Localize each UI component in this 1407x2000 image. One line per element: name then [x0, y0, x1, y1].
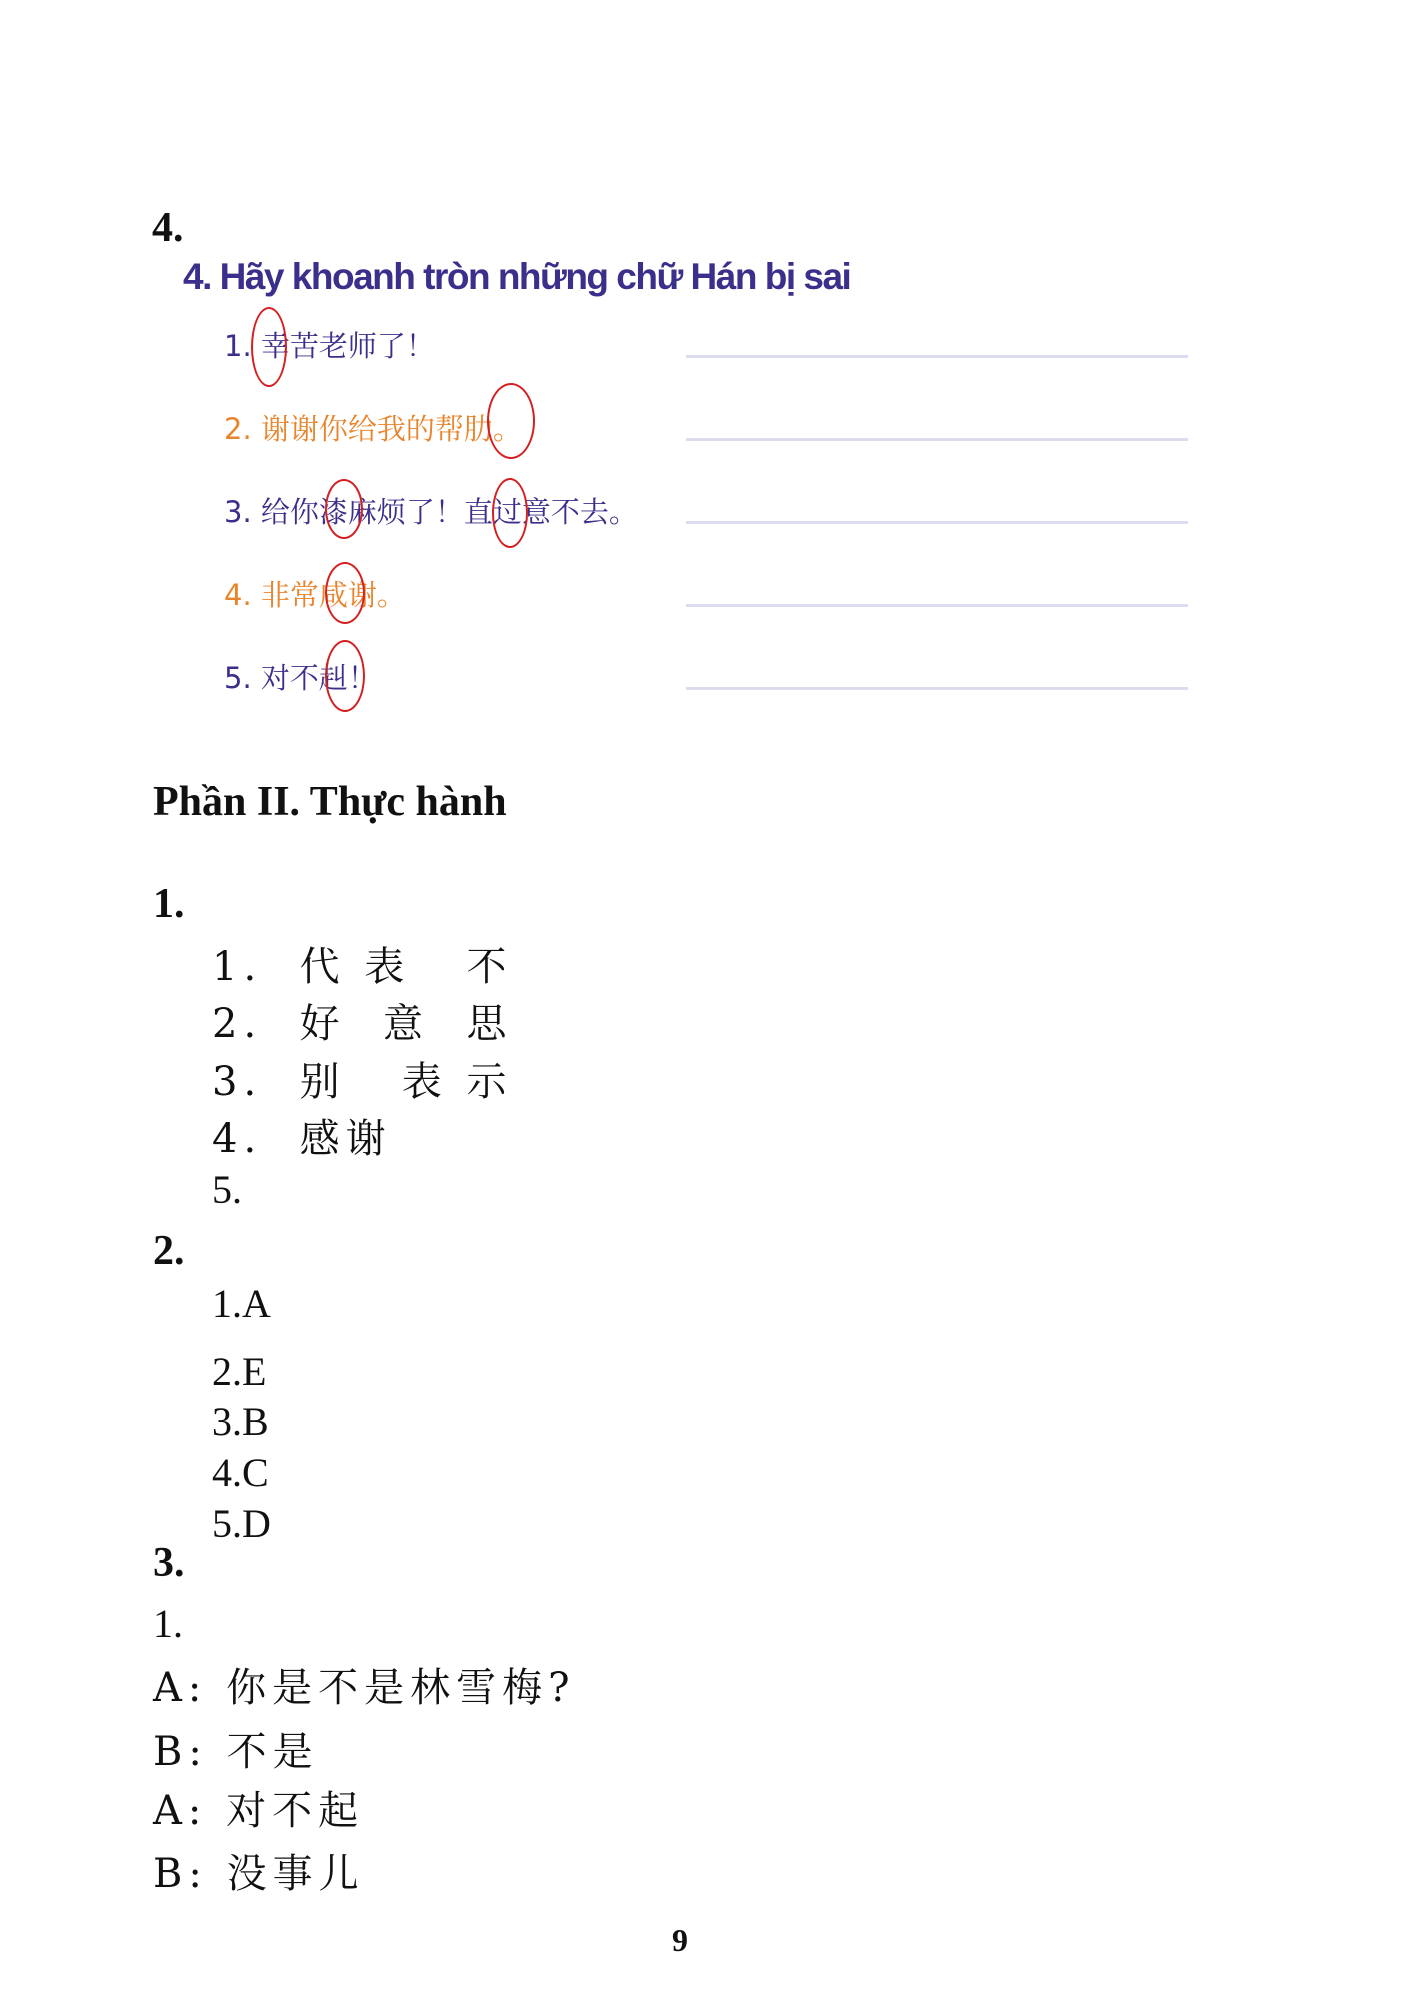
error-circle: [325, 562, 365, 624]
answer-item: 4.C: [212, 1450, 269, 1495]
error-circle: [325, 640, 365, 712]
page-number: 9: [672, 1922, 688, 1958]
answer-line: [686, 521, 1188, 524]
answer-line: [686, 687, 1188, 690]
error-circle: [487, 383, 535, 459]
dialogue-line: A: 对不起: [153, 1788, 365, 1834]
question-number: 3.: [153, 1540, 185, 1586]
error-circle: [251, 307, 287, 387]
exercise-item: 5. 对不赳！: [224, 661, 377, 695]
answer-item: 3.B: [212, 1399, 269, 1444]
answer-item: 2.E: [212, 1349, 267, 1394]
answer-item: 1.A: [212, 1281, 271, 1326]
answer-item: 4. 感谢: [212, 1116, 392, 1162]
dialogue-line: A: 你是不是林雪梅?: [153, 1665, 576, 1711]
question-number: 1.: [153, 881, 185, 927]
error-circle: [325, 479, 363, 539]
exercise-number: 4.: [152, 205, 184, 251]
answer-item: 5.D: [212, 1501, 271, 1546]
exercise-item: 4. 非常咸谢。: [224, 578, 406, 612]
exercise-item: 2. 谢谢你给我的帮肋。: [224, 412, 522, 446]
part-heading: Phần II. Thực hành: [153, 779, 507, 825]
question-number: 2.: [153, 1228, 185, 1274]
exercise-item: 3. 给你漆麻烦了！直过意不去。: [224, 495, 638, 529]
exercise-item: 1. 幸苦老师了！: [224, 329, 435, 363]
sub-number: 1.: [153, 1601, 183, 1646]
answer-item: 5.: [212, 1167, 242, 1212]
dialogue-line: B: 不是: [153, 1729, 319, 1775]
answer-line: [686, 604, 1188, 607]
exercise-title: 4. Hãy khoanh tròn những chữ Hán bị sai: [183, 256, 851, 297]
answer-item: 2. 好 意 思: [212, 1001, 513, 1047]
answer-line: [686, 355, 1188, 358]
answer-item: 1. 代 表 不: [212, 944, 513, 990]
dialogue-line: B: 没事儿: [153, 1851, 365, 1897]
answer-line: [686, 438, 1188, 441]
error-circle: [492, 478, 528, 548]
answer-item: 3. 别 表 示: [212, 1059, 513, 1105]
